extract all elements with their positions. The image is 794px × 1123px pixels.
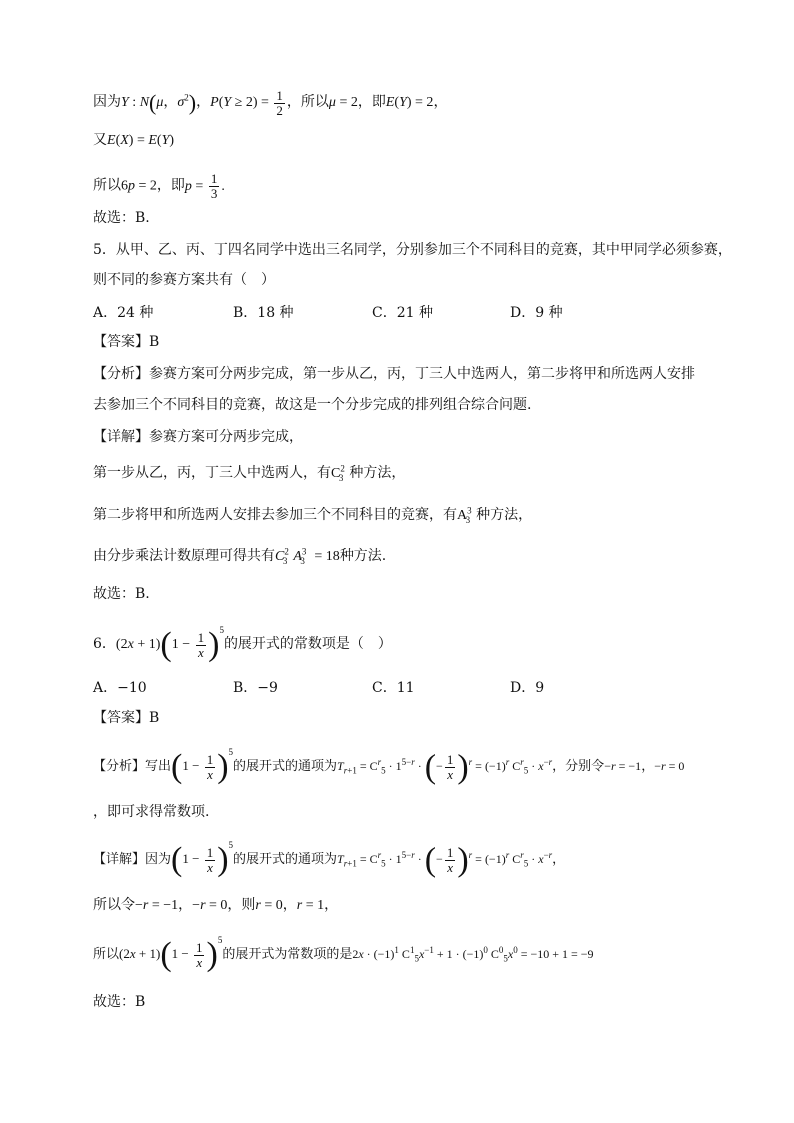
formula: $A^3_3$ [457,505,472,525]
q5-detail-3 [93,505,532,526]
formula: r = 1 [296,898,325,913]
q5-analysis-2: 去参加三个不同科目的竞赛，故这是一个分步完成的排列组合综合问题. [93,397,532,413]
formula: (2x + 1)(1 − $\frac{1}{x}$ )$^5$ [119,934,223,973]
q6-option-a: A．−10 [93,680,147,696]
q6-analysis-1 [93,746,685,786]
line-normal-dist [93,88,447,118]
q5-stem-1: 5．从甲、乙、丙、丁四名同学中选出三名同学，分别参加三个不同科目的竞赛，其中甲同学必须参赛， [93,242,732,258]
text: 所以 [93,177,121,194]
text: 参赛方案可分两步完成，第一步从乙，丙，丁三人中选两人，第二步将甲和所选两人安排 [149,366,695,382]
text: ，所以 [286,94,329,111]
text: 因为 [145,851,172,867]
q5-option-b: B．18 种 [233,305,294,321]
formula: 6p = 2 [121,178,157,194]
formula: −r = −1 [135,898,179,913]
q5-detail-2 [93,463,405,484]
formula: (2x + 1)(1 − $\frac{1}{x}$ )$^5$ [115,624,224,663]
answer-value: B [149,334,160,350]
q5-final: 故选：B. [93,586,150,602]
question-number: 6． [93,636,116,653]
text: 第二步将甲和所选两人安排去参加三个不同科目的竞赛，有 [93,507,457,523]
q5-answer [93,332,159,352]
q6-detail-1 [93,839,566,879]
text: ，则 [227,897,256,913]
text: 由分步乘法计数原理可得共有 [93,548,275,564]
text: ，即 [357,94,386,111]
text: 第一步从乙，丙，丁三人中选两人，有 [93,465,331,481]
analysis-tag: 【分析】 [93,366,149,382]
q5-analysis-1 [93,364,695,384]
text: ，即 [156,177,185,194]
answer-tag: 【答案】 [93,710,149,726]
choice-line: 故选：B. [93,210,150,226]
formula: $T_{r+1} = C^r_5 \cdot 1^{5-r}$ · (− $\frac{1}{x}$ )$^r = (-1)^r$ $C^r_5 \cdot x^{-r}$ [337,841,553,879]
text: 种方法， [476,507,533,523]
formula: −r = 0 [192,898,228,913]
text: 的展开式的通项为 [233,851,338,867]
formula: −r = 0 [654,758,685,773]
q5-option-c: C．21 种 [372,305,433,321]
answer-tag: 【答案】 [93,334,149,350]
q6-stem [93,624,392,663]
q6-final: 故选：B [93,994,146,1010]
text: 所以令 [93,897,135,913]
q6-option-d: D．9 [510,680,545,696]
text: ， [641,758,655,774]
detail-tag: 【详解】 [93,429,149,445]
formula: p = $\frac{1}{3}$ . [184,171,225,201]
text: 种方法， [349,465,406,481]
text: ，分别令 [552,758,605,774]
formula: E(Y) = 2 [385,95,434,111]
q5-option-a: A．24 种 [93,305,154,321]
text: 的展开式的通项为 [233,758,338,774]
text: 的展开式的常数项是（ ） [223,636,392,653]
text: ， [324,897,339,913]
formula: Y : N(μ，$\sigma^2$) [121,90,197,115]
q5-stem-2: 则不同的参赛方案共有（ ） [93,272,275,288]
formula: $T_{r+1} = C^r_5 \cdot 1^{5-r}$ · (− $\frac{1}{x}$ )$^r = (-1)^r$ $C^r_5 \cdot x^{-r}$ [337,748,553,786]
text: 参赛方案可分两步完成， [149,429,303,445]
formula: μ = 2 [328,95,358,111]
q6-detail-3 [93,934,594,973]
analysis-tag: 【分析】 [93,758,146,774]
q6-answer [93,708,159,728]
q5-detail-4 [93,546,386,567]
text: 种方法. [339,548,387,564]
text: 所以 [93,946,120,962]
answer-value: B [149,710,160,726]
formula: $C^2_3$ [331,463,345,483]
text: ， [178,897,193,913]
q6-option-c: C．11 [372,680,415,696]
text: ， [196,94,211,111]
text: 又 [93,132,107,148]
formula: E(X) = E(Y) [107,133,175,148]
q6-analysis-2: ，即可求得常数项. [93,804,210,820]
formula: $C^2_3$ $A^3_3 = 18$ [275,546,340,566]
line-expectation [93,130,174,151]
text: 因为 [93,94,121,111]
text: 的展开式为常数项的是 [222,946,353,962]
text: 写出 [145,758,172,774]
formula: r = 0 [255,898,283,913]
q5-option-d: D．9 种 [510,305,563,321]
q6-option-b: B．−9 [233,680,278,696]
formula: (1 − $\frac{1}{x}$ )$^5$ [171,746,234,785]
formula: −r = −1 [604,758,642,773]
formula: P(Y ≥ 2) = $\frac{1}{2}$ [210,87,283,118]
q5-detail-1 [93,427,303,447]
detail-tag: 【详解】 [93,851,146,867]
text: ， [282,897,297,913]
text: ， [433,94,448,111]
line-p [93,172,225,201]
text: ， [552,851,566,867]
formula: $2x \cdot (-1)^1$ $C^1_5x^{-1} + 1 \cdot (-1)^0$ $C^0_5x^0 = -10 + 1 = -9$ [352,944,594,964]
q6-detail-2 [93,895,338,916]
formula: (1 − $\frac{1}{x}$ )$^5$ [171,839,234,878]
